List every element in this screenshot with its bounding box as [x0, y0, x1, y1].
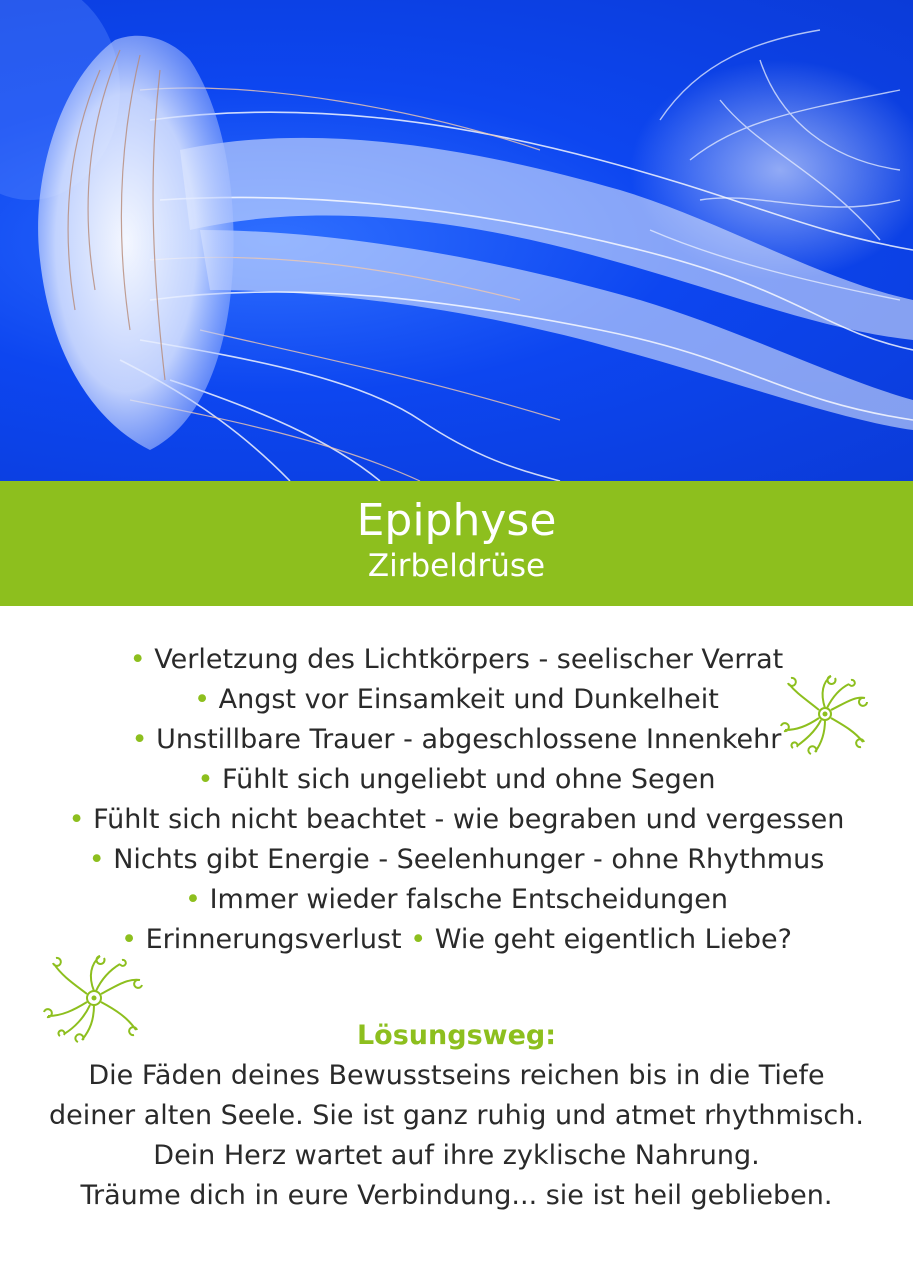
list-item-text: Angst vor Einsamkeit und Dunkelheit [218, 684, 719, 715]
list-item-text: Verletzung des Lichtkörpers - seelischer Verrat [154, 644, 784, 675]
list-item-text: Wie geht eigentlich Liebe? [434, 924, 792, 955]
list-item-text: Fühlt sich nicht beachtet - wie begraben und vergessen [93, 804, 845, 835]
bullet-icon: • [185, 884, 201, 915]
solution-line: Träume dich in eure Verbindung... sie ist heil geblieben. [80, 1180, 833, 1211]
flower-ornament-icon [775, 668, 875, 760]
title-banner [0, 481, 913, 606]
bullet-icon: • [88, 844, 105, 875]
list-item-text: Immer wieder falsche Entscheidungen [209, 884, 728, 915]
bullet-icon: • [194, 684, 211, 715]
list-item [0, 840, 913, 880]
solution-line: Dein Herz wartet auf ihre zyklische Nahrung. [153, 1140, 760, 1171]
bullet-icon: • [131, 724, 148, 755]
list-item-text: Unstillbare Trauer - abgeschlossene Innenkehr [156, 724, 782, 755]
bullet-icon: • [129, 644, 146, 675]
solution-line: deiner alten Seele. Sie ist ganz ruhig und atmet rhythmisch. [49, 1100, 864, 1131]
jellyfish-photo [0, 0, 913, 481]
card-title: Epiphyse [356, 495, 557, 546]
bullet-icon: • [197, 764, 214, 795]
card-subtitle: Zirbeldrüse [367, 548, 546, 584]
bullet-icon: • [68, 804, 85, 835]
list-item [0, 800, 913, 840]
list-item [0, 880, 913, 920]
solution-section [0, 1016, 913, 1216]
bullet-icon: • [121, 924, 138, 955]
solution-heading: Lösungsweg: [356, 1020, 557, 1051]
list-item-text: Fühlt sich ungeliebt und ohne Segen [222, 764, 716, 795]
list-item-text: Erinnerungsverlust [145, 924, 402, 955]
bullet-icon: • [410, 924, 427, 955]
list-item-text: Nichts gibt Energie - Seelenhunger - ohne Rhythmus [113, 844, 825, 875]
list-item [0, 760, 913, 800]
solution-line: Die Fäden deines Bewusstseins reichen bis in die Tiefe [88, 1060, 825, 1091]
